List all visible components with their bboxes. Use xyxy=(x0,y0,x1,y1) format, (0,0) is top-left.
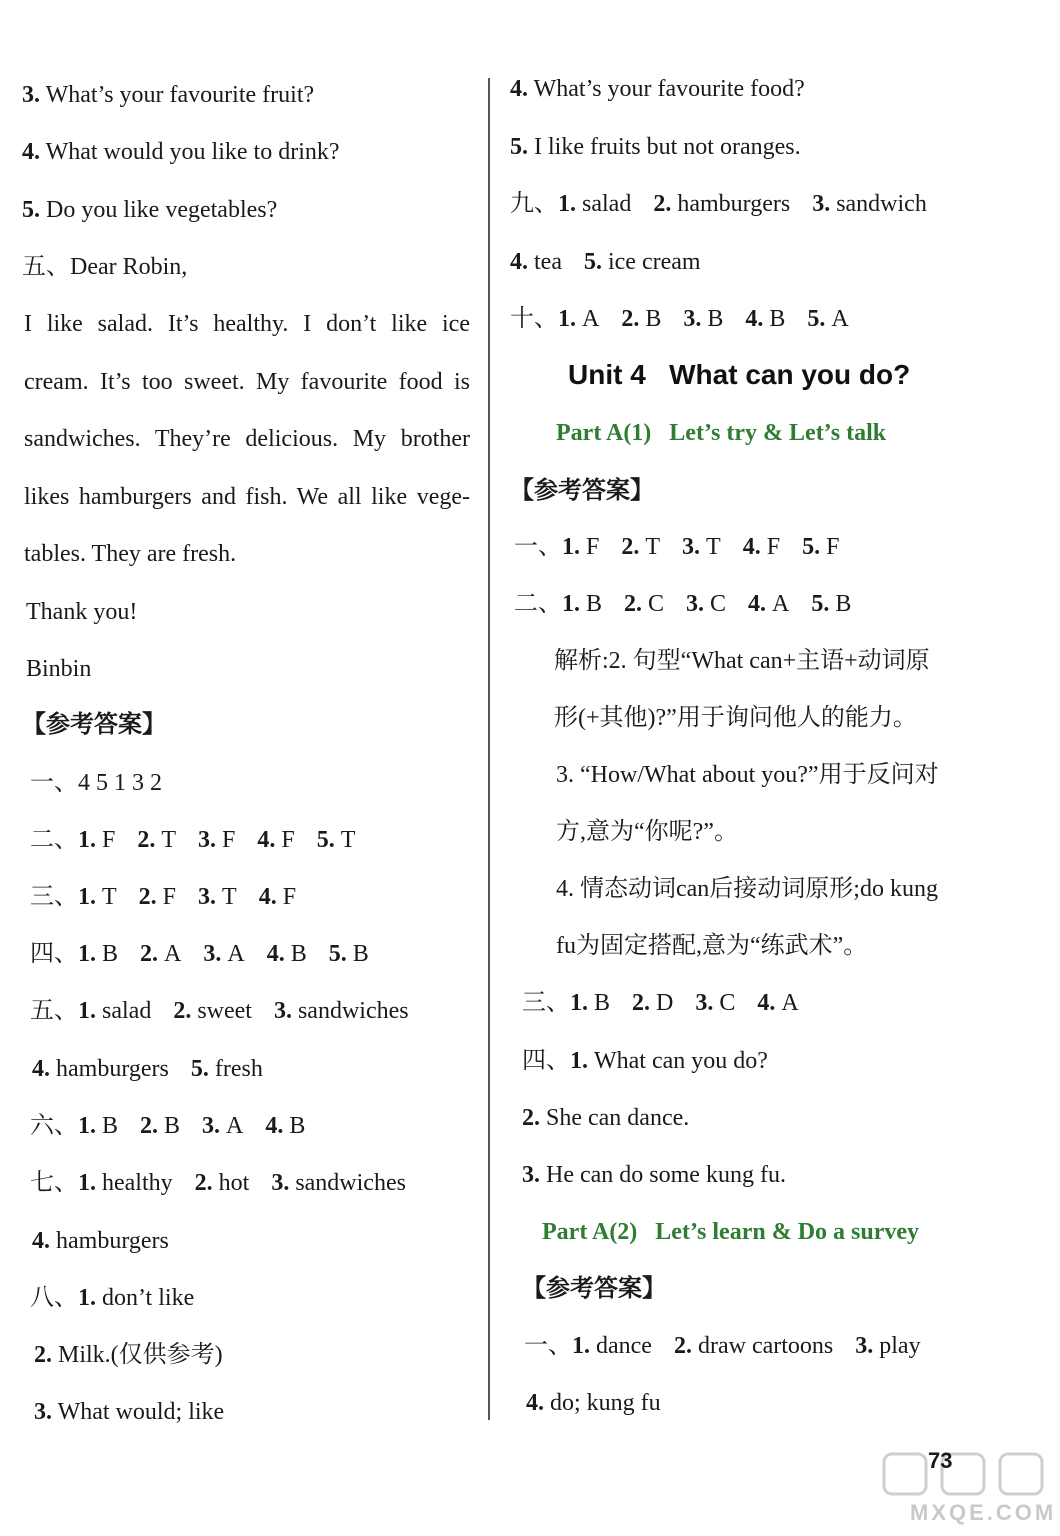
answer-line: 3. What would; like xyxy=(34,1399,225,1425)
analysis-line: 4. 情态动词can后接动词原形;do kung xyxy=(556,876,938,902)
answer-line: 4. hamburgers 5. fresh xyxy=(32,1056,263,1082)
analysis-line: 形(+其他)?”用于询问他人的能力。 xyxy=(554,705,917,731)
answer-heading: 【参考答案】 xyxy=(22,712,166,738)
question-line: 5. Do you like vegetables? xyxy=(22,197,278,223)
part-heading: Part A(2) Let’s learn & Do a survey xyxy=(542,1219,920,1245)
letter-line: tables. They are fresh. xyxy=(24,541,237,567)
answer-line: 三、1. B 2. D 3. C 4. A xyxy=(522,990,799,1016)
answer-line: 2. Milk.(仅供参考) xyxy=(34,1342,223,1368)
question-line: 4. What would you like to drink? xyxy=(22,139,340,165)
answer-heading: 【参考答案】 xyxy=(522,1276,666,1302)
watermark-text: MXQE.COM xyxy=(910,1500,1057,1525)
answer-line: 六、1. B 2. B 3. A 4. B xyxy=(30,1113,306,1139)
answer-line: 2. She can dance. xyxy=(522,1105,690,1131)
question-line: 3. What’s your favourite fruit? xyxy=(22,82,315,108)
answer-line: 3. He can do some kung fu. xyxy=(522,1162,786,1188)
analysis-line: fu为固定搭配,意为“练武术”。 xyxy=(556,933,868,959)
answer-line: 七、1. healthy 2. hot 3. sandwiches xyxy=(30,1170,406,1196)
page-number: 73 xyxy=(928,1448,953,1473)
answer-line: 四、1. What can you do? xyxy=(522,1048,768,1074)
question-line: 5. I like fruits but not oranges. xyxy=(510,134,801,160)
part-heading: Part A(1) Let’s try & Let’s talk xyxy=(556,420,887,446)
column-divider xyxy=(488,78,490,1420)
answer-line: 四、1. B 2. A 3. A 4. B 5. B xyxy=(30,941,369,967)
analysis-line: 解析:2. 句型“What can+主语+动词原 xyxy=(554,648,930,674)
letter-line: sandwiches. They’re delicious. My brother xyxy=(24,426,470,452)
answer-line: 二、1. F 2. T 3. F 4. F 5. T xyxy=(30,827,356,853)
answer-line: 4. hamburgers xyxy=(32,1228,169,1254)
answer-line: 二、1. B 2. C 3. C 4. A 5. B xyxy=(514,591,852,617)
answer-line: 五、1. salad 2. sweet 3. sandwiches xyxy=(30,998,409,1024)
watermark xyxy=(880,1448,1057,1530)
unit-heading: Unit 4 What can you do? xyxy=(568,359,911,390)
answer-heading: 【参考答案】 xyxy=(510,478,654,504)
letter-line: I like salad. It’s healthy. I don’t like ice xyxy=(24,311,470,337)
answer-line: 4. tea 5. ice cream xyxy=(510,249,701,275)
letter-greeting: 五、Dear Robin, xyxy=(22,254,188,280)
answer-line: 九、1. salad 2. hamburgers 3. sandwich xyxy=(510,191,927,217)
answer-line: 八、1. don’t like xyxy=(30,1285,195,1311)
analysis-line: 3. “How/What about you?”用于反问对 xyxy=(556,762,939,788)
letter-line: likes hamburgers and fish. We all like vege- xyxy=(24,484,470,510)
answer-line: 一、4 5 1 3 2 xyxy=(30,770,162,796)
answer-line: 一、1. dance 2. draw cartoons 3. play xyxy=(524,1333,921,1359)
question-line: 4. What’s your favourite food? xyxy=(510,76,805,102)
answer-line: 三、1. T 2. F 3. T 4. F xyxy=(30,884,297,910)
answer-line: 一、1. F 2. T 3. T 4. F 5. F xyxy=(514,534,840,560)
analysis-line: 方,意为“你呢?”。 xyxy=(556,819,738,845)
letter-signature: Binbin xyxy=(26,656,92,682)
letter-closing: Thank you! xyxy=(26,599,138,625)
letter-line: cream. It’s too sweet. My favourite food is xyxy=(24,369,470,395)
answer-line: 4. do; kung fu xyxy=(526,1390,661,1416)
answer-line: 十、1. A 2. B 3. B 4. B 5. A xyxy=(510,306,849,332)
